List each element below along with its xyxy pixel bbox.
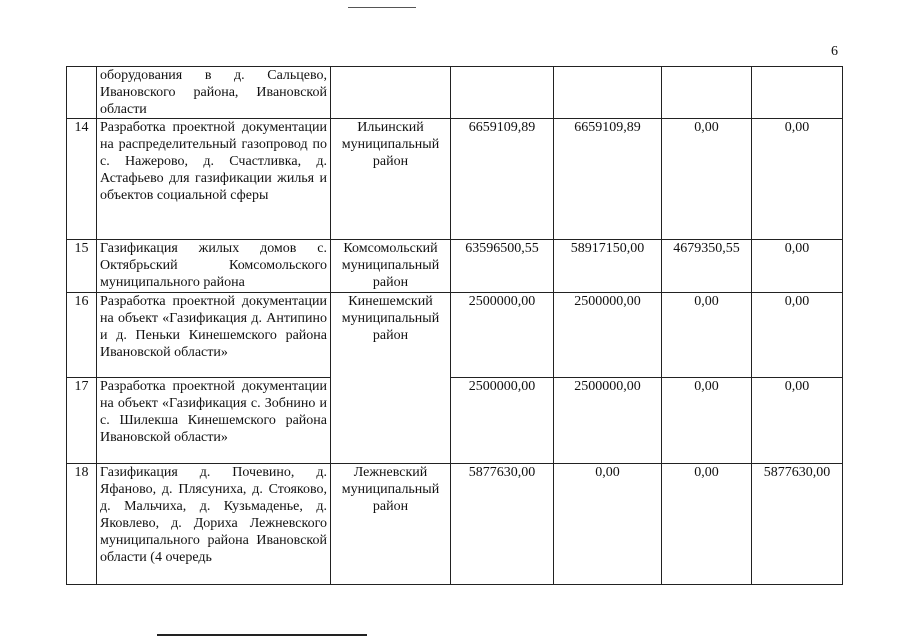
financing-table (66, 66, 843, 585)
row-amount-col2: 2500000,00 (554, 378, 662, 464)
row-total-amount: 6659109,89 (451, 119, 554, 240)
row-amount-col2: 2500000,00 (554, 293, 662, 378)
row-amount-col3: 0,00 (662, 464, 752, 585)
row-organization: Лежневский муниципальный район (331, 464, 451, 585)
row-description: Разработка проектной документации на объект «Газификация с. Зобнино и с. Шилекша Кинешемского района Ивановской области» (97, 378, 331, 464)
table-row (67, 464, 843, 585)
table-row (67, 67, 843, 119)
row-description: Газификация д. Почевино, д. Яфаново, д. Плясуниха, д. Стояково, д. Мальчиха, д. Кузьмаденье, д. Яковлево, д. Дориха Лежневского муниципального района Ивановской области (4 очередь (97, 464, 331, 585)
row-amount-col4: 5877630,00 (752, 464, 843, 585)
row-number: 17 (67, 378, 97, 464)
table-row (67, 293, 843, 378)
row-amount-col4: 0,00 (752, 378, 843, 464)
row-amount-col2 (554, 67, 662, 119)
row-amount-col3: 4679350,55 (662, 240, 752, 293)
page-number: 6 (831, 44, 838, 59)
table-row (67, 240, 843, 293)
row-description: Разработка проектной документации на объект «Газификация д. Антипино и д. Пеньки Кинешемского района Ивановской области» (97, 293, 331, 378)
row-number: 18 (67, 464, 97, 585)
row-number: 15 (67, 240, 97, 293)
row-total-amount (451, 67, 554, 119)
row-amount-col4: 0,00 (752, 293, 843, 378)
row-description: Разработка проектной документации на распределительный газопровод по с. Нажерово, д. Счастливка, д. Астафьево для газификации жилья и объектов социальной сферы (97, 119, 331, 240)
row-organization: Ильинский муниципальный район (331, 119, 451, 240)
row-organization: Кинешемский муниципальный район (331, 293, 451, 464)
table-row (67, 119, 843, 240)
row-total-amount: 2500000,00 (451, 293, 554, 378)
row-amount-col4: 0,00 (752, 240, 843, 293)
row-amount-col3: 0,00 (662, 293, 752, 378)
row-organization (331, 67, 451, 119)
row-total-amount: 63596500,55 (451, 240, 554, 293)
row-amount-col3 (662, 67, 752, 119)
row-number: 14 (67, 119, 97, 240)
row-amount-col2: 0,00 (554, 464, 662, 585)
row-description: Газификация жилых домов с. Октябрьский Комсомольского муниципального района (97, 240, 331, 293)
row-organization: Комсомольский муниципальный район (331, 240, 451, 293)
row-amount-col3: 0,00 (662, 378, 752, 464)
table-row (67, 378, 843, 464)
row-total-amount: 5877630,00 (451, 464, 554, 585)
row-amount-col4: 0,00 (752, 119, 843, 240)
row-amount-col2: 58917150,00 (554, 240, 662, 293)
row-amount-col3: 0,00 (662, 119, 752, 240)
row-total-amount: 2500000,00 (451, 378, 554, 464)
top-rule (348, 7, 416, 8)
row-number (67, 67, 97, 119)
bottom-rule (157, 634, 367, 636)
row-number: 16 (67, 293, 97, 378)
row-amount-col4 (752, 67, 843, 119)
row-description: оборудования в д. Сальцево, Ивановского района, Ивановской области (97, 67, 331, 119)
row-amount-col2: 6659109,89 (554, 119, 662, 240)
